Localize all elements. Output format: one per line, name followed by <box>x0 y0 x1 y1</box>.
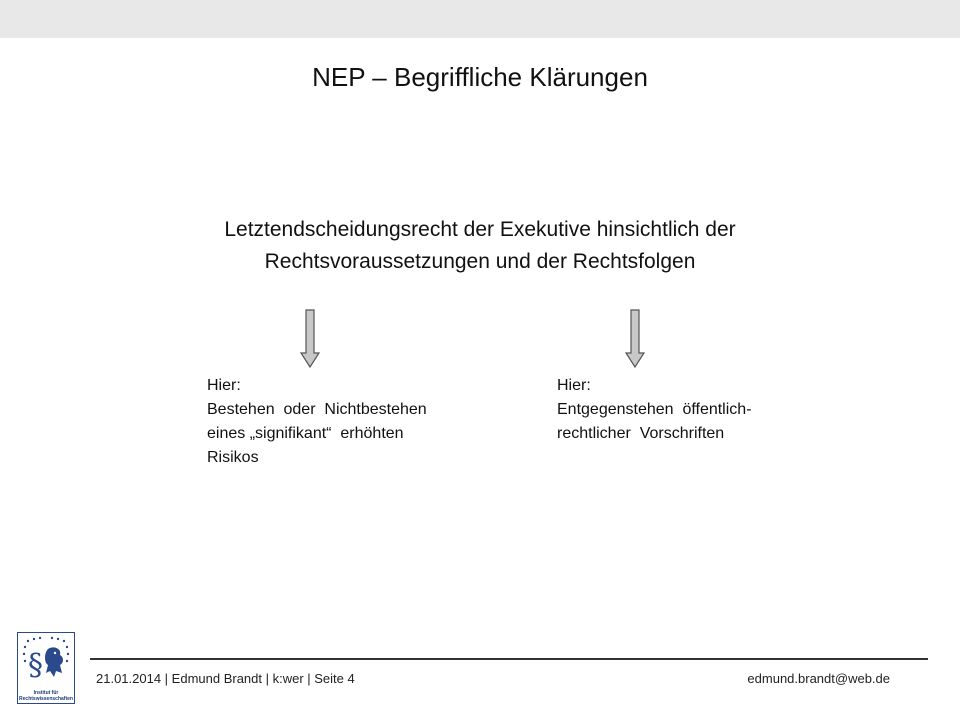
slide-title: NEP – Begriffliche Klärungen <box>312 62 648 92</box>
right-line-2: rechtlicher Vorschriften <box>557 425 725 442</box>
slide-subtitle <box>120 214 840 278</box>
top-bar <box>0 0 960 38</box>
svg-text:§: § <box>28 648 43 683</box>
right-line-1: Entgegenstehen öffentlich- <box>557 401 752 418</box>
right-heading: Hier: <box>557 377 591 394</box>
footer-info: 21.01.2014 | Edmund Brandt | k:wer | Seite 4 <box>96 671 355 686</box>
footer-divider <box>90 658 928 660</box>
left-line-3: Risikos <box>207 449 259 466</box>
institute-logo <box>17 632 75 704</box>
subtitle-line-2: Rechtsvoraussetzungen und der Rechtsfolgen <box>264 250 696 273</box>
logo-caption-line-1: Institut für <box>33 690 59 696</box>
right-column <box>557 374 817 446</box>
logo-caption-line-2: Rechtswissenschaften <box>19 696 73 702</box>
footer-email: edmund.brandt@web.de <box>747 671 890 686</box>
left-heading: Hier: <box>207 377 241 394</box>
left-line-1: Bestehen oder Nichtbestehen <box>207 401 427 418</box>
left-line-2: eines „signifikant“ erhöhten <box>207 425 404 442</box>
down-arrow-icon <box>299 309 321 369</box>
down-arrow-icon <box>624 309 646 369</box>
lion-icon <box>18 635 74 691</box>
logo-caption <box>18 690 74 702</box>
subtitle-line-1: Letztendscheidungsrecht der Exekutive hinsichtlich der <box>224 218 736 241</box>
left-column <box>207 374 477 470</box>
